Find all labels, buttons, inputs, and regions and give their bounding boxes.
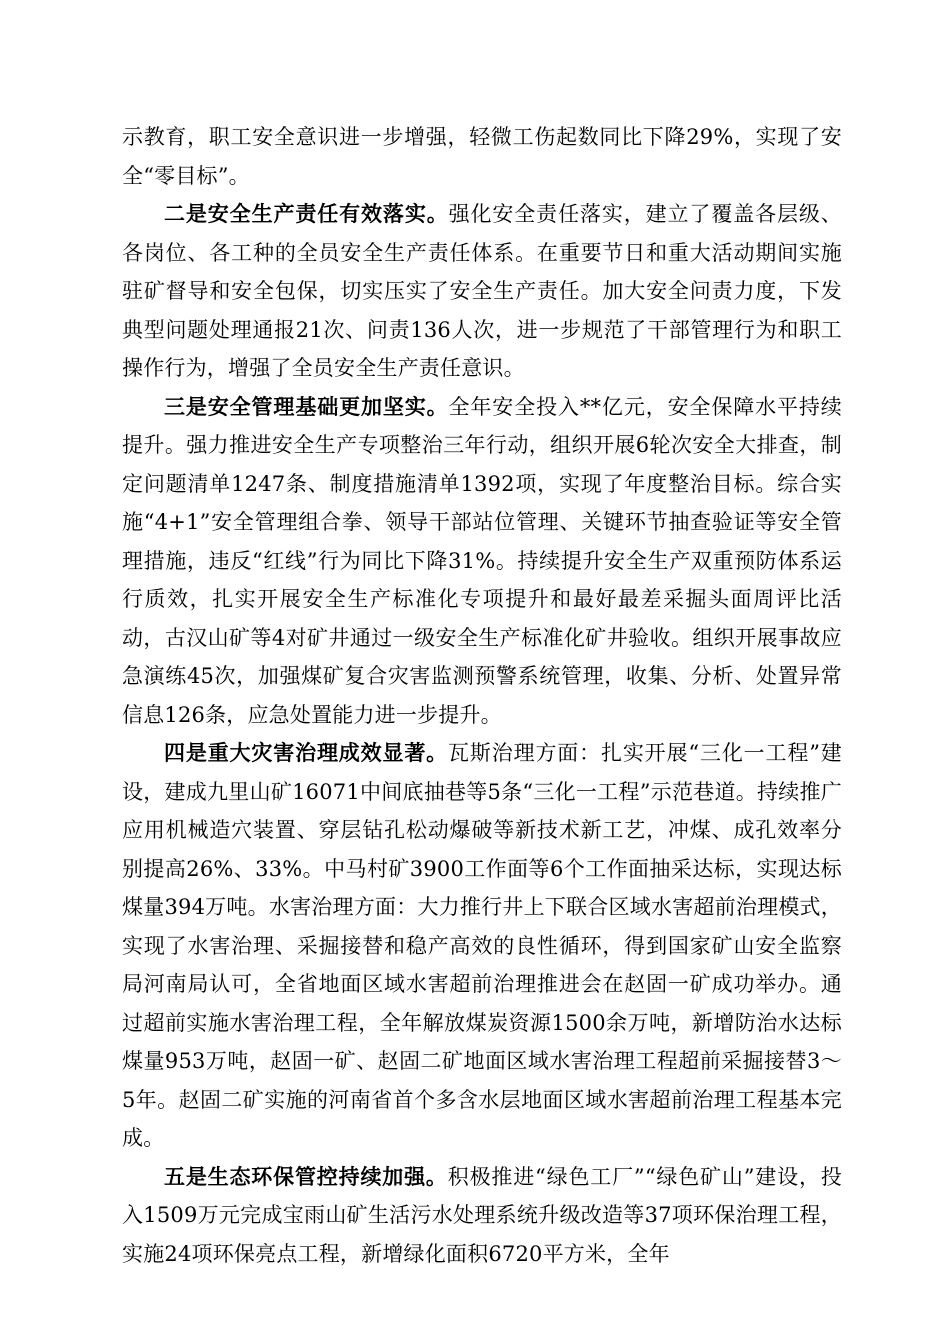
- paragraph-lead: 二是安全生产责任有效落实。: [164, 201, 449, 226]
- paragraph-safety-responsibility: [122, 195, 842, 388]
- paragraph-body: 示教育，职工安全意识进一步增强，轻微工伤起数同比下降29%，实现了安全“零目标”。: [122, 125, 842, 188]
- paragraph-safety-management: [122, 388, 842, 735]
- paragraph-body: 全年安全投入**亿元，安全保障水平持续提升。强力推进安全生产专项整治三年行动，组织开展6轮次安全大排查，制定问题清单1247条、制度措施清单1392项，实现了年度整治目标。综合实施“4+1”安全管理组合拳、领导干部站位管理、关键环节抽查验证等安全管理措施，违反“红线”行为同比下降31%。持续提升安全生产双重预防体系运行质效，扎实开展安全生产标准化专项提升和最好最差采掘头面周评比活动，古汉山矿等4对矿井通过一级安全生产标准化矿井验收。组织开展事故应急演练45次，加强煤矿复合灾害监测预警系统管理，收集、分析、处置异常信息126条，应急处置能力进一步提升。: [122, 394, 842, 727]
- paragraph-continuation: [122, 118, 842, 195]
- paragraph-lead: 五是生态环保管控持续加强。: [164, 1163, 448, 1189]
- document-body: [122, 118, 842, 1273]
- paragraph-body: 积极推进“绿色工厂”“绿色矿山”建设，投入1509万元完成宝雨山矿生活污水处理系统升级改造等37项环保治理工程，实施24项环保亮点工程，新增绿化面积6720平方米，全年: [122, 1164, 842, 1266]
- paragraph-lead: 三是安全管理基础更加坚实。: [164, 393, 449, 419]
- paragraph-body: 瓦斯治理方面：扎实开展“三化一工程”建设，建成九里山矿16071中间底抽巷等5条“三化一工程”示范巷道。持续推广应用机械造穴装置、穿层钻孔松动爆破等新技术新工艺，冲煤、成孔效率分别提高26%、33%。中马村矿3900工作面等6个工作面抽采达标，实现达标煤量394万吨。水害治理方面：大力推行井上下联合区域水害超前治理模式，实现了水害治理、采掘接替和稳产高效的良性循环，得到国家矿山安全监察局河南局认可，全省地面区域水害超前治理推进会在赵固一矿成功举办。通过超前实施水害治理工程，全年解放煤炭资源1500余万吨，新增防治水达标煤量953万吨，赵固一矿、赵固二矿地面区域水害治理工程超前采掘接替3～5年。赵固二矿实施的河南省首个多含水层地面区域水害超前治理工程基本完成。: [122, 741, 842, 1150]
- paragraph-disaster-control: [122, 734, 842, 1158]
- paragraph-lead: 四是重大灾害治理成效显著。: [164, 740, 449, 765]
- paragraph-environmental-control: [122, 1158, 842, 1274]
- paragraph-body: 强化安全责任落实，建立了覆盖各层级、各岗位、各工种的全员安全生产责任体系。在重要节日和重大活动期间实施驻矿督导和安全包保，切实压实了安全生产责任。加大安全问责力度，下发典型问题处理通报21次、问责136人次，进一步规范了干部管理行为和职工操作行为，增强了全员安全生产责任意识。: [122, 202, 842, 380]
